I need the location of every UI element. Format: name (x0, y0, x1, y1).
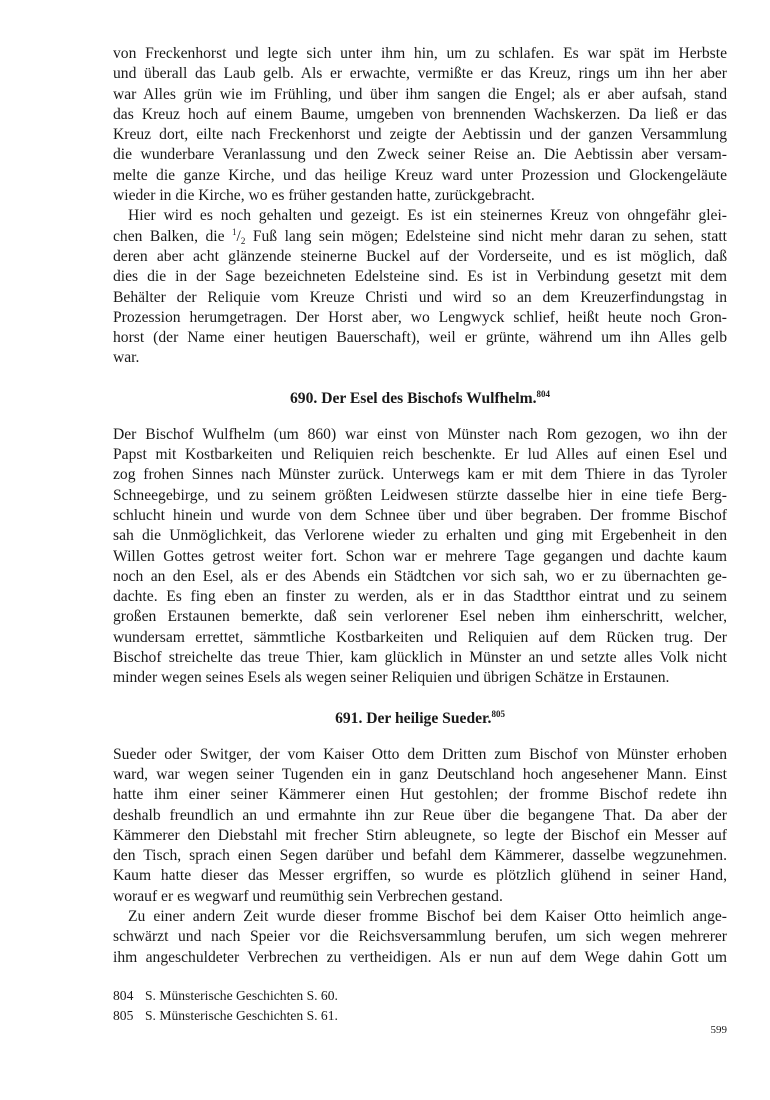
text-line-with-fraction (113, 227, 727, 247)
text-line: und überall das Laub gelb. Als er erwachte, vermißte er das Kreuz, rings um ihn her aber (113, 65, 727, 83)
text-line: hatte ihm einer seiner Kämmerer einen Hut gestohlen; der fromme Bischof redete ihn (113, 786, 727, 804)
text-line: Papst mit Kostbarkeiten und Reliquien reich beschenkte. Er lud Alles auf einen Esel und (113, 446, 727, 464)
text-line: schlucht hinein und wurde von dem Schnee über und über begraben. Der fromme Bischof (113, 506, 727, 524)
paragraph (113, 44, 727, 206)
text-line: Kreuz dort, eilte nach Freckenhorst und zeigte der Aebtissin und der ganzen Versammlung (113, 126, 727, 144)
text-line: schwärzt und nach Speier vor die Reichsversammlung berufen, um sich wegen mehrerer (113, 928, 727, 946)
text-line: horst (der Name einer heutigen Bauerschaft), weil er grünte, während um ihn Alles gelb (113, 329, 727, 347)
text-line: minder wegen seines Esels als wegen seiner Reliquien und übrigen Schätze in Erstaunen. (113, 669, 670, 687)
fraction-slash: / (236, 227, 241, 245)
text-line: ihm angeschuldeter Verbrechen zu vertheidigen. Als er nun auf dem Wege dahin Gott um (113, 948, 727, 966)
text-line: war Alles grün wie im Frühling, und über ihm sangen die Engel; als er aber aufsah, stand (113, 85, 727, 103)
paragraph (113, 425, 727, 689)
text-line: deren aber acht glänzende steinerne Buckel auf der Vorderseite, und es ist möglich, daß (113, 247, 727, 265)
fraction-denominator: 2 (240, 235, 246, 246)
footnote-ref[interactable]: 804 (536, 388, 550, 399)
footnote (113, 1006, 727, 1026)
text-line: wieder in die Kirche, wo es früher gestanden hatte, zurückgebracht. (113, 187, 535, 205)
text-segment: chen Balken, die (113, 227, 232, 245)
text-line: großen Erstaunen bemerkte, daß sein verlorener Esel neben ihm einherschritt, welcher, (113, 608, 727, 626)
text-line: Kaum hatte dieser das Messer ergriffen, so wurde es plötzlich glühend in seiner Hand, (113, 867, 727, 885)
text-line: Zu einer andern Zeit wurde dieser fromme Bischof bei dem Kaiser Otto heimlich ange- (128, 907, 727, 925)
text-line: Prozession herumgetragen. Der Horst aber, wo Lengwyck schlief, heißt heute noch Gron- (113, 308, 727, 326)
text-line: melte die ganze Kirche, und das heilige Kreuz ward unter Prozession und Glockengeläute (113, 166, 727, 184)
text-line: deshalb freundlich an und ermahnte ihn zur Reue über die begangene That. Da aber der (113, 806, 727, 824)
text-line: worauf er es wegwarf und reumüthig sein Verbrechen gestand. (113, 887, 503, 905)
text-line: noch an den Esel, als er des Abends ein Städtchen vor sich sah, wo er zu übernachten ge- (113, 567, 727, 585)
text-line: Kämmerer den Diebstahl mit frecher Stirn ableugnete, so legte der Bischof ein Messer auf (113, 826, 727, 844)
text-line: von Freckenhorst und legte sich unter ihm hin, um zu schlafen. Es war spät im Herbste (113, 45, 727, 62)
text-line: das Kreuz hoch auf einem Baume, umgeben von brennenden Wachskerzen. Da ließ er das (113, 105, 727, 123)
footnote-text: S. Münsterische Geschichten S. 61. (145, 1007, 338, 1023)
text-line: zog frohen Sinnes nach Münster zurück. Unterwegs kam er mit dem Thiere in das Tyroler (113, 466, 727, 484)
text-line: wundersam errettet, sämmtliche Kostbarkeiten und Reliquien auf dem Rücken trug. Der (113, 628, 727, 646)
text-line: Bischof streichelte das treue Thier, kam glücklich in Münster an und setzte alles Volk nicht (113, 649, 727, 667)
footnote-number: 804 (113, 987, 134, 1003)
section-heading (113, 389, 727, 409)
text-segment: Fuß lang sein mögen; Edelsteine sind nicht mehr daran zu sehen, statt (245, 227, 727, 245)
text-line: Sueder oder Switger, der vom Kaiser Otto dem Dritten zum Bischof von Münster erhoben (113, 745, 727, 763)
footnote-number: 805 (113, 1007, 134, 1023)
text-line: war. (113, 349, 140, 367)
fraction-numerator: 1 (232, 226, 237, 237)
text-line: Der Bischof Wulfhelm (um 860) war einst von Münster nach Rom gezogen, wo ihn der (113, 425, 727, 443)
text-line: sah die Unmöglichkeit, das Verlorene wieder zu erhalten und ging mit Ergebenheit in den (113, 527, 727, 545)
text-line: ward, war wegen seiner Tugenden ein in ganz Deutschland hoch angesehener Mann. Einst (113, 765, 727, 783)
text-line: Hier wird es noch gehalten und gezeigt. Es ist ein steinernes Kreuz von ohngefähr glei- (128, 207, 727, 225)
footnote (113, 986, 727, 1006)
text-line: Schneegebirge, und zu seinem größten Leidwesen stürzte dasselbe hier in eine tiefe Berg- (113, 486, 727, 504)
section-title: 691. Der heilige Sueder. (335, 709, 492, 727)
text-line: dies die in der Sage bezeichneten Edelsteine sind. Es ist in Verbindung gesetzt mit dem (113, 268, 727, 286)
footnotes (113, 986, 727, 1026)
paragraph (113, 907, 727, 968)
footnote-ref[interactable]: 805 (491, 708, 505, 719)
page-body (113, 44, 727, 1026)
paragraph (113, 745, 727, 907)
section-title: 690. Der Esel des Bischofs Wulfhelm. (290, 389, 537, 407)
section-heading (113, 709, 727, 729)
text-line: den Tisch, sprach einen Segen darüber und befahl dem Kämmerer, dasselbe wegzunehmen. (113, 847, 727, 865)
text-line: Willen Gottes getrost weiter fort. Schon war er mehrere Tage gegangen und dachte kaum (113, 547, 727, 565)
text-line: Behälter der Reliquie vom Kreuze Christi und wird so an dem Kreuzerfindungstag in (113, 288, 727, 306)
paragraph (113, 206, 727, 368)
text-line: dachte. Es fing eben an finster zu werden, als er in das Stadtthor eintrat und zu seinem (113, 588, 727, 606)
fraction (232, 228, 245, 245)
page-number: 599 (710, 1024, 727, 1036)
footnote-text: S. Münsterische Geschichten S. 60. (145, 987, 338, 1003)
text-line: die wunderbare Veranlassung und den Zweck seiner Reise an. Die Aebtissin aber versam- (113, 146, 727, 164)
